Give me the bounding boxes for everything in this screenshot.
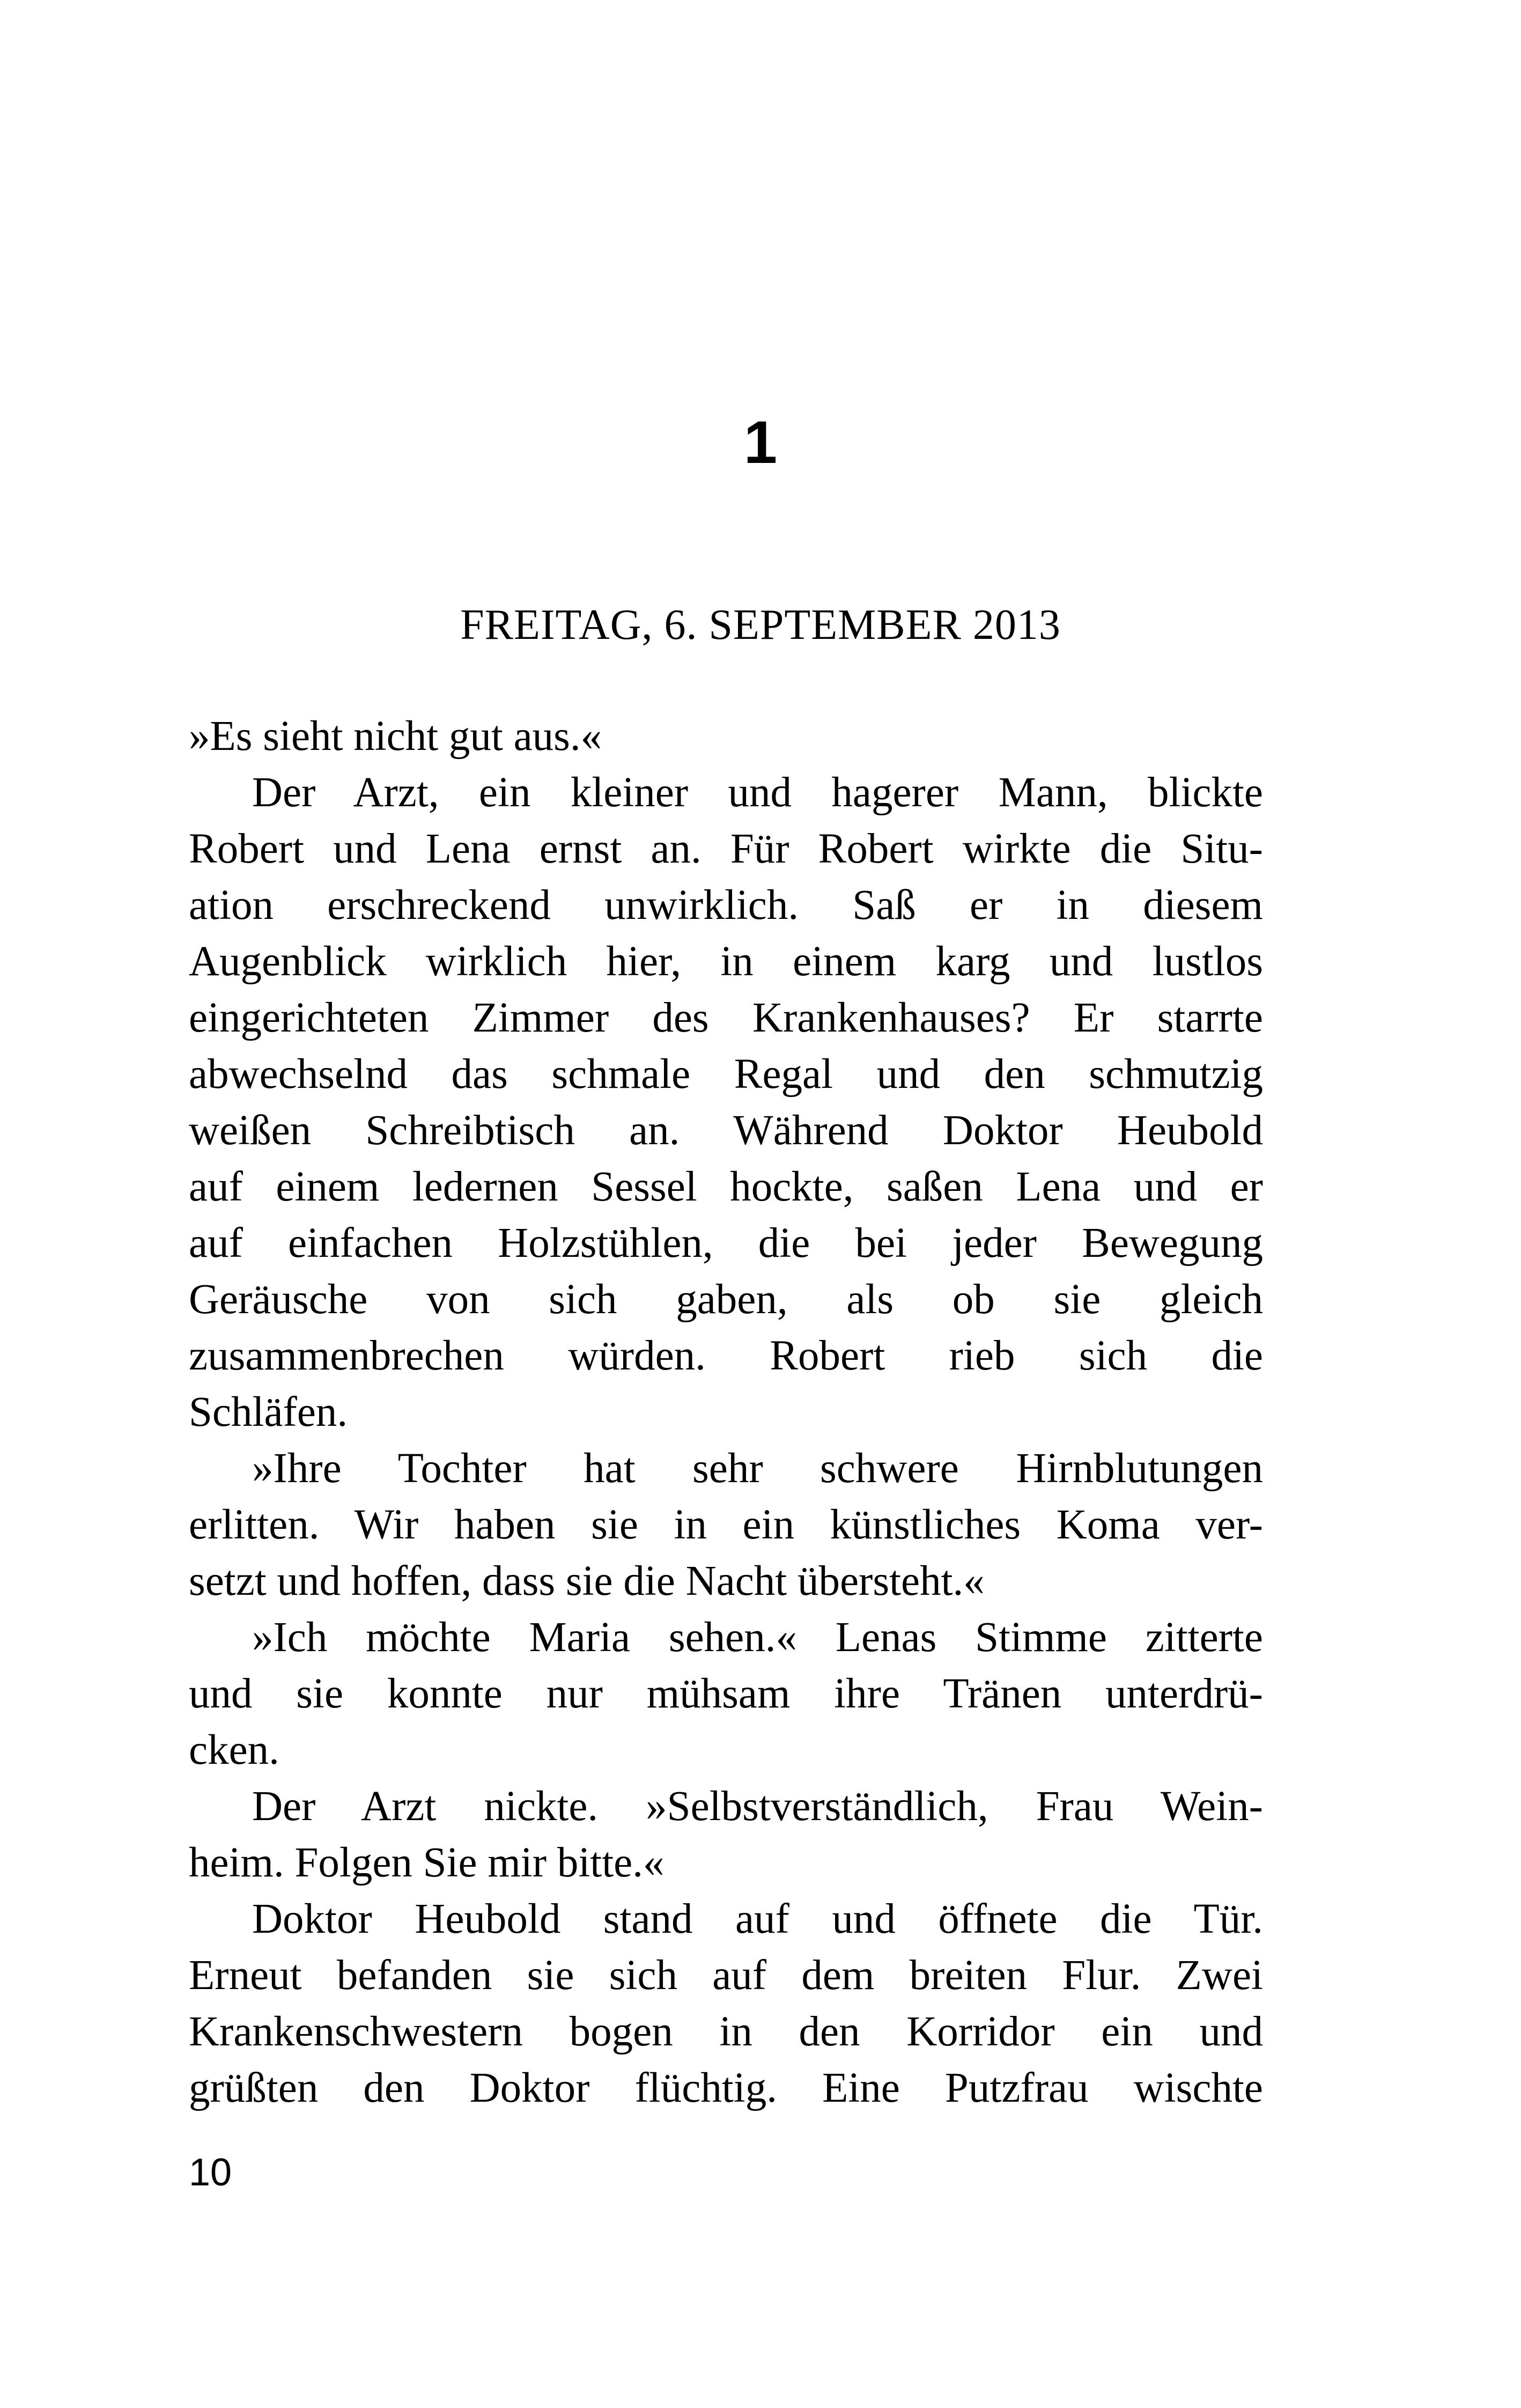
text-line: »Es sieht nicht gut aus.«: [189, 713, 602, 760]
text-line: abwechselnd das schmale Regal und den schmutzig: [189, 1051, 1263, 1098]
text-line: Robert und Lena ernst an. Für Robert wirkte die Situ-: [189, 826, 1263, 872]
text-line: auf einem ledernen Sessel hockte, saßen Lena und er: [189, 1164, 1263, 1210]
text-line: und sie konnte nur mühsam ihre Tränen unterdrü-: [189, 1670, 1263, 1717]
text-line: setzt und hoffen, dass sie die Nacht übersteht.«: [189, 1558, 985, 1604]
text-line: heim. Folgen Sie mir bitte.«: [189, 1839, 664, 1886]
text-line: Geräusche von sich gaben, als ob sie gleich: [189, 1276, 1263, 1323]
text-line: »Ihre Tochter hat sehr schwere Hirnblutungen: [252, 1445, 1263, 1492]
text-line: »Ich möchte Maria sehen.« Lenas Stimme zitterte: [252, 1614, 1263, 1661]
body-text: [189, 708, 1263, 2116]
text-line: Erneut befanden sie sich auf dem breiten Flur. Zwei: [189, 1952, 1263, 1999]
text-line: Der Arzt, ein kleiner und hagerer Mann, blickte: [252, 769, 1263, 816]
chapter-date-heading: FREITAG, 6. SEPTEMBER 2013: [460, 601, 1061, 649]
text-line: Augenblick wirklich hier, in einem karg und lustlos: [189, 938, 1263, 985]
text-line: Der Arzt nickte. »Selbstverständlich, Frau Wein-: [252, 1783, 1263, 1830]
text-line: Schläfen.: [189, 1389, 348, 1435]
text-line: weißen Schreibtisch an. Während Doktor Heubold: [189, 1107, 1263, 1154]
chapter-number: 1: [743, 409, 778, 476]
text-line: ation erschreckend unwirklich. Saß er in diesem: [189, 882, 1263, 929]
text-line: auf einfachen Holzstühlen, die bei jeder Bewegung: [189, 1220, 1263, 1266]
text-line: Doktor Heubold stand auf und öffnete die Tür.: [252, 1896, 1263, 1942]
text-line: Krankenschwestern bogen in den Korridor ein und: [189, 2008, 1263, 2055]
text-line: zusammenbrechen würden. Robert rieb sich die: [189, 1332, 1263, 1379]
page-number: 10: [189, 2151, 232, 2194]
text-line: erlitten. Wir haben sie in ein künstliches Koma ver-: [189, 1501, 1263, 1548]
text-line: cken.: [189, 1727, 279, 1773]
text-line: eingerichteten Zimmer des Krankenhauses? Er starrte: [189, 995, 1263, 1041]
text-line: grüßten den Doktor flüchtig. Eine Putzfrau wischte: [189, 2065, 1263, 2111]
